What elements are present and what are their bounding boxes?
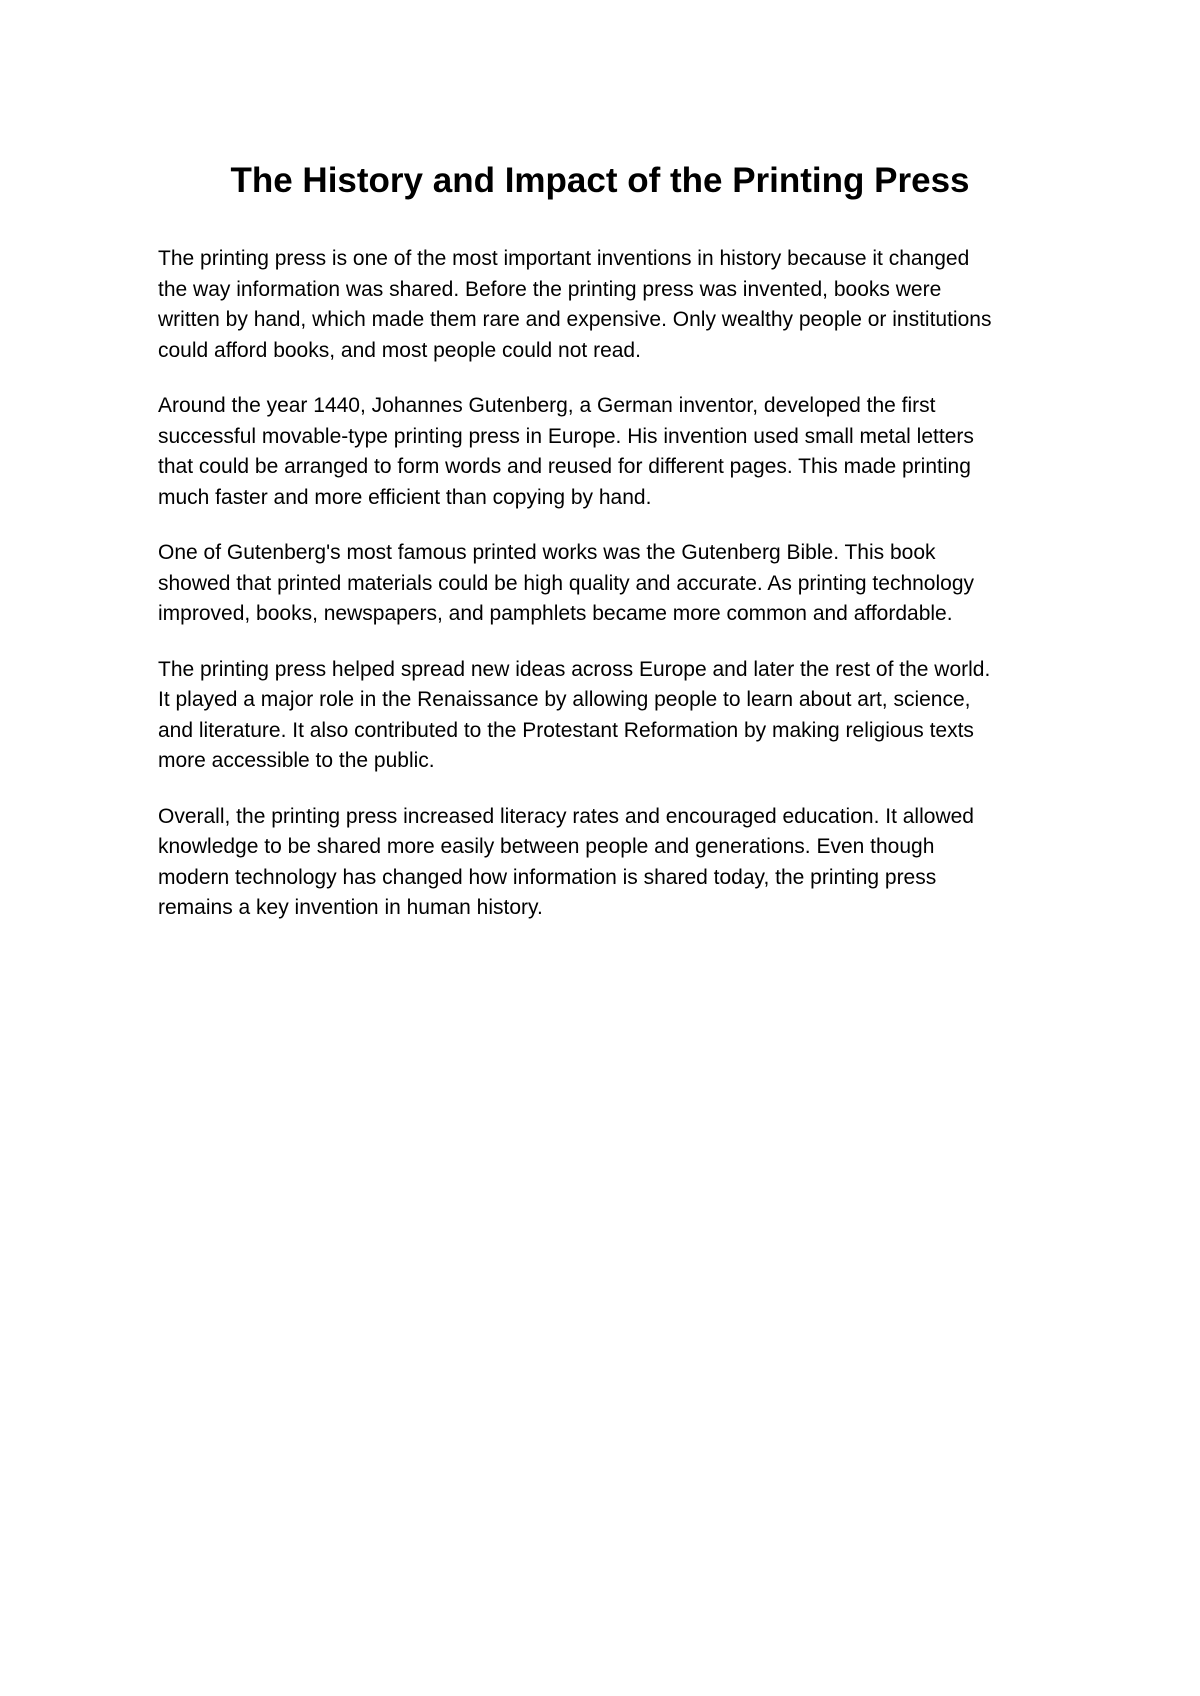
paragraph-line: that could be arranged to form words and reused for different pages. This made printing (158, 455, 971, 478)
paragraph-line: Overall, the printing press increased literacy rates and encouraged education. It allowed (158, 804, 974, 828)
paragraph-line: much faster and more efficient than copying by hand. (158, 485, 652, 509)
paragraph-line: showed that printed materials could be high quality and accurate. As printing technology (158, 571, 975, 595)
paragraph-2 (158, 391, 1058, 513)
paragraph-line: could afford books, and most people could not read. (158, 338, 641, 362)
paragraph-4 (158, 655, 1058, 777)
paragraph-1 (158, 244, 1058, 366)
paragraph-line: written by hand, which made them rare and expensive. Only wealthy people or institutions (158, 308, 992, 331)
paragraph-line: and literature. It also contributed to the Protestant Reformation by making religious texts (158, 718, 974, 742)
paragraph-line: more accessible to the public. (158, 749, 435, 772)
paragraph-line: The printing press helped spread new ideas across Europe and later the rest of the world. (158, 657, 991, 681)
paragraph-line: modern technology has changed how information is shared today, the printing press (158, 865, 937, 889)
paragraph-line: successful movable-type printing press in Europe. His invention used small metal letters (158, 424, 974, 448)
document-body (158, 244, 1058, 949)
paragraph-line: remains a key invention in human history. (158, 896, 543, 919)
paragraph-line: It played a major role in the Renaissance by allowing people to learn about art, science, (158, 688, 971, 711)
document-title: The History and Impact of the Printing Press (230, 161, 970, 200)
paragraph-line: Around the year 1440, Johannes Gutenberg, a German inventor, developed the first (158, 394, 936, 417)
paragraph-line: improved, books, newspapers, and pamphlets became more common and affordable. (158, 602, 953, 625)
paragraph-line: The printing press is one of the most important inventions in history because it changed (158, 247, 970, 270)
paragraph-3 (158, 538, 1058, 630)
paragraph-5 (158, 802, 1058, 924)
paragraph-line: the way information was shared. Before the printing press was invented, books were (158, 277, 942, 301)
paragraph-line: One of Gutenberg's most famous printed works was the Gutenberg Bible. This book (158, 541, 936, 564)
paragraph-line: knowledge to be shared more easily between people and generations. Even though (158, 835, 935, 858)
